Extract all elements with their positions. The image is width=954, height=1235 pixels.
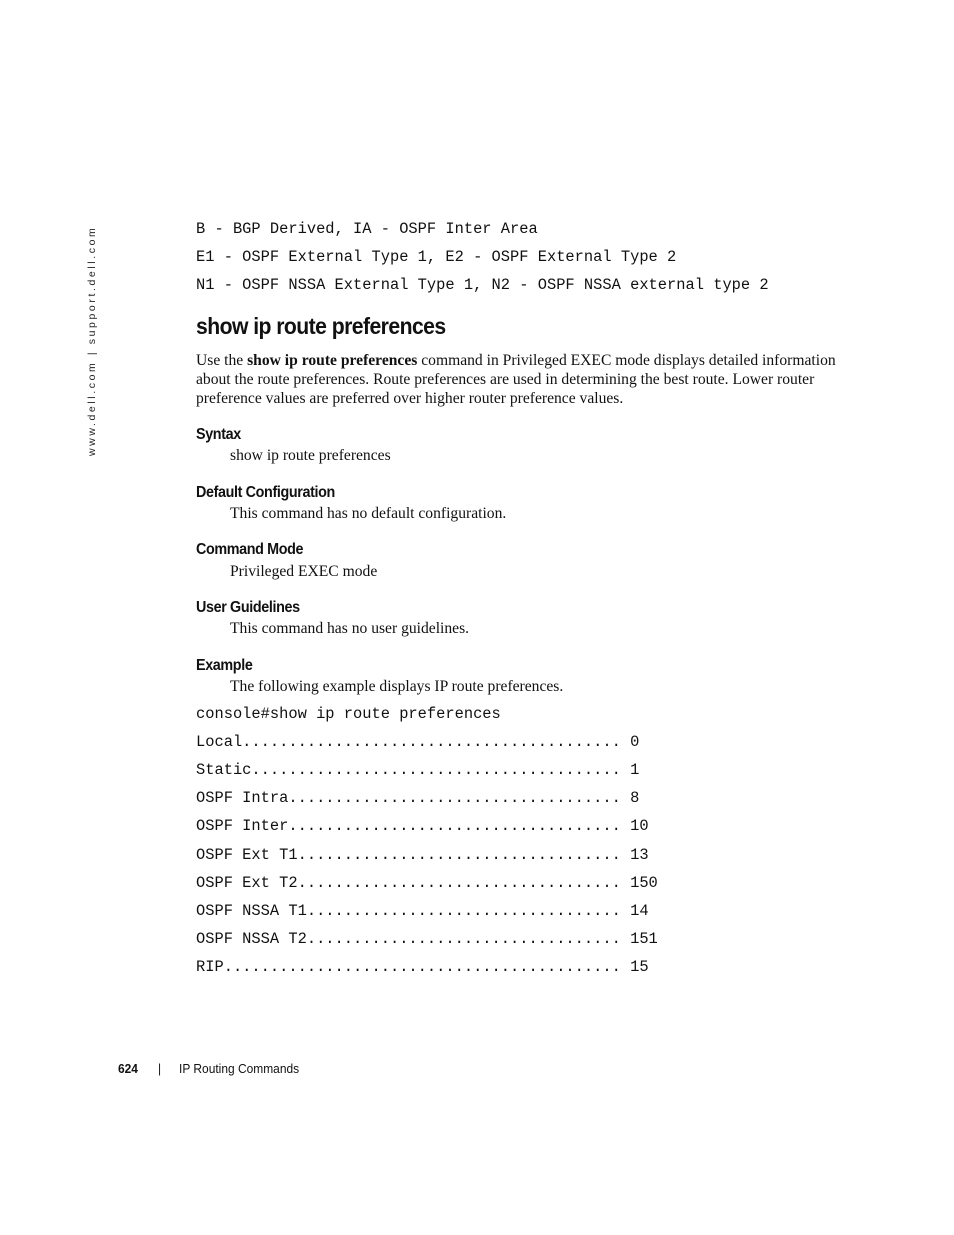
legend-line-bgp: B - BGP Derived, IA - OSPF Inter Area [196, 220, 538, 238]
syntax-text: show ip route preferences [230, 447, 391, 464]
intro-paragraph [196, 351, 836, 408]
output-line-ospf-inter: OSPF Inter.................................... 10 [196, 817, 649, 835]
intro-before: Use the [196, 352, 248, 369]
user-guidelines-heading: User Guidelines [196, 599, 300, 616]
output-line-ospf-nssa-t1: OSPF NSSA T1.................................. 14 [196, 902, 649, 920]
command-mode-heading: Command Mode [196, 541, 304, 558]
side-url: www.dell.com | support.dell.com [86, 225, 98, 456]
output-line-ospf-ext-t1: OSPF Ext T1................................... 13 [196, 846, 649, 864]
legend-line-nssa: N1 - OSPF NSSA External Type 1, N2 - OSPF NSSA external type 2 [196, 276, 769, 294]
output-line-ospf-ext-t2: OSPF Ext T2................................... 150 [196, 874, 658, 892]
output-line-static: Static........................................ 1 [196, 761, 640, 779]
footer-section-title: IP Routing Commands [179, 1061, 300, 1076]
syntax-heading: Syntax [196, 426, 241, 443]
output-line-ospf-intra: OSPF Intra.................................... 8 [196, 789, 640, 807]
legend-line-external: E1 - OSPF External Type 1, E2 - OSPF External Type 2 [196, 248, 677, 266]
example-command: console#show ip route preferences [196, 705, 501, 723]
output-line-rip: RIP........................................... 15 [196, 958, 649, 976]
example-text: The following example displays IP route preferences. [230, 678, 564, 695]
output-line-local: Local......................................... 0 [196, 733, 640, 751]
intro-after: command in Privileged EXEC mode displays detailed information about the route preferences. Route preferences are used in determining the best route. Lower router preference values are preferred over higher router preference values. [196, 352, 836, 407]
default-configuration-heading: Default Configuration [196, 484, 335, 501]
example-heading: Example [196, 657, 253, 674]
section-title: show ip route preferences [196, 313, 446, 339]
intro-command: show ip route preferences [247, 352, 418, 369]
output-line-ospf-nssa-t2: OSPF NSSA T2.................................. 151 [196, 930, 658, 948]
command-mode-text: Privileged EXEC mode [230, 563, 378, 580]
page-number: 624 [118, 1061, 138, 1076]
footer-separator: | [158, 1061, 162, 1076]
user-guidelines-text: This command has no user guidelines. [230, 620, 470, 637]
default-configuration-text: This command has no default configuration. [230, 505, 507, 522]
